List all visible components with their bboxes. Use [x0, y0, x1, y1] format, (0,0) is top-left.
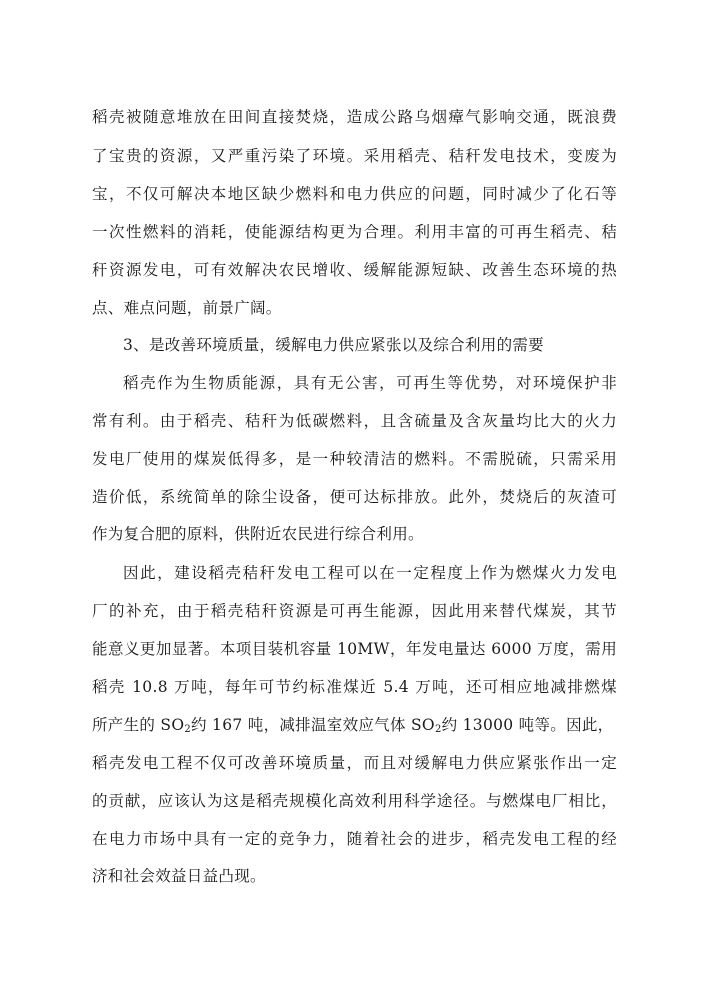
- paragraph-line: 稻壳作为生物质能源，具有无公害，可再生等优势，对环境保护非: [123, 374, 617, 392]
- section-heading: 3、是改善环境质量，缓解电力供应紧张以及综合利用的需要: [123, 336, 544, 354]
- paragraph-line: 点、难点问题，前景广阔。: [92, 299, 282, 317]
- paragraph-line: 稻壳发电工程不仅可改善环境质量，而且对缓解电力供应紧张作出一定: [92, 754, 617, 772]
- paragraph-line: 宝，不仅可解决本地区缺少燃料和电力供应的问题，同时减少了化石等: [92, 185, 617, 203]
- paragraph-line: 一次性燃料的消耗，使能源结构更为合理。利用丰富的可再生稻壳、秸: [92, 223, 617, 241]
- paragraph-line: 秆资源发电，可有效解决农民增收、缓解能源短缺、改善生态环境的热: [92, 261, 617, 279]
- paragraph-line: 了宝贵的资源，又严重污染了环境。采用稻壳、秸秆发电技术，变废为: [92, 147, 617, 165]
- text-segment: 约 13000 吨等。因此，: [441, 716, 614, 734]
- paragraph-line: 发电厂使用的煤炭低得多，是一种较清洁的燃料。不需脱硫，只需采用: [92, 450, 617, 468]
- subscript: 2: [184, 724, 192, 735]
- subscript: 2: [434, 724, 442, 735]
- paragraph-line: 稻壳 10.8 万吨，每年可节约标准煤近 5.4 万吨，还可相应地减排燃煤: [92, 678, 617, 696]
- paragraph-line-so2: [92, 715, 617, 735]
- text-segment: 所产生的 SO: [92, 716, 185, 734]
- paragraph-line: 稻壳被随意堆放在田间直接焚烧，造成公路乌烟瘴气影响交通，既浪费: [92, 108, 617, 126]
- paragraph-line: 因此，建设稻壳秸秆发电工程可以在一定程度上作为燃煤火力发电: [123, 564, 617, 582]
- paragraph-line: 造价低，系统简单的除尘设备，便可达标排放。此外，焚烧后的灰渣可: [92, 488, 617, 506]
- paragraph-line: 常有利。由于稻壳、秸秆为低碳燃料，且含硫量及含灰量均比大的火力: [92, 412, 617, 430]
- paragraph-line: 的贡献，应该认为这是稻壳规模化高效利用科学途径。与燃煤电厂相比，: [92, 792, 617, 810]
- paragraph-line: 济和社会效益日益凸现。: [92, 867, 266, 885]
- paragraph-line: 在电力市场中具有一定的竞争力，随着社会的进步，稻壳发电工程的经: [92, 830, 617, 848]
- text-segment: 约 167 吨，减排温室效应气体 SO: [191, 716, 435, 734]
- paragraph-line: 厂的补充，由于稻壳秸秆资源是可再生能源，因此用来替代煤炭，其节: [92, 602, 617, 620]
- paragraph-line: 作为复合肥的原料，供附近农民进行综合利用。: [92, 525, 424, 543]
- paragraph-line: 能意义更加显著。本项目装机容量 10MW，年发电量达 6000 万度，需用: [92, 640, 617, 658]
